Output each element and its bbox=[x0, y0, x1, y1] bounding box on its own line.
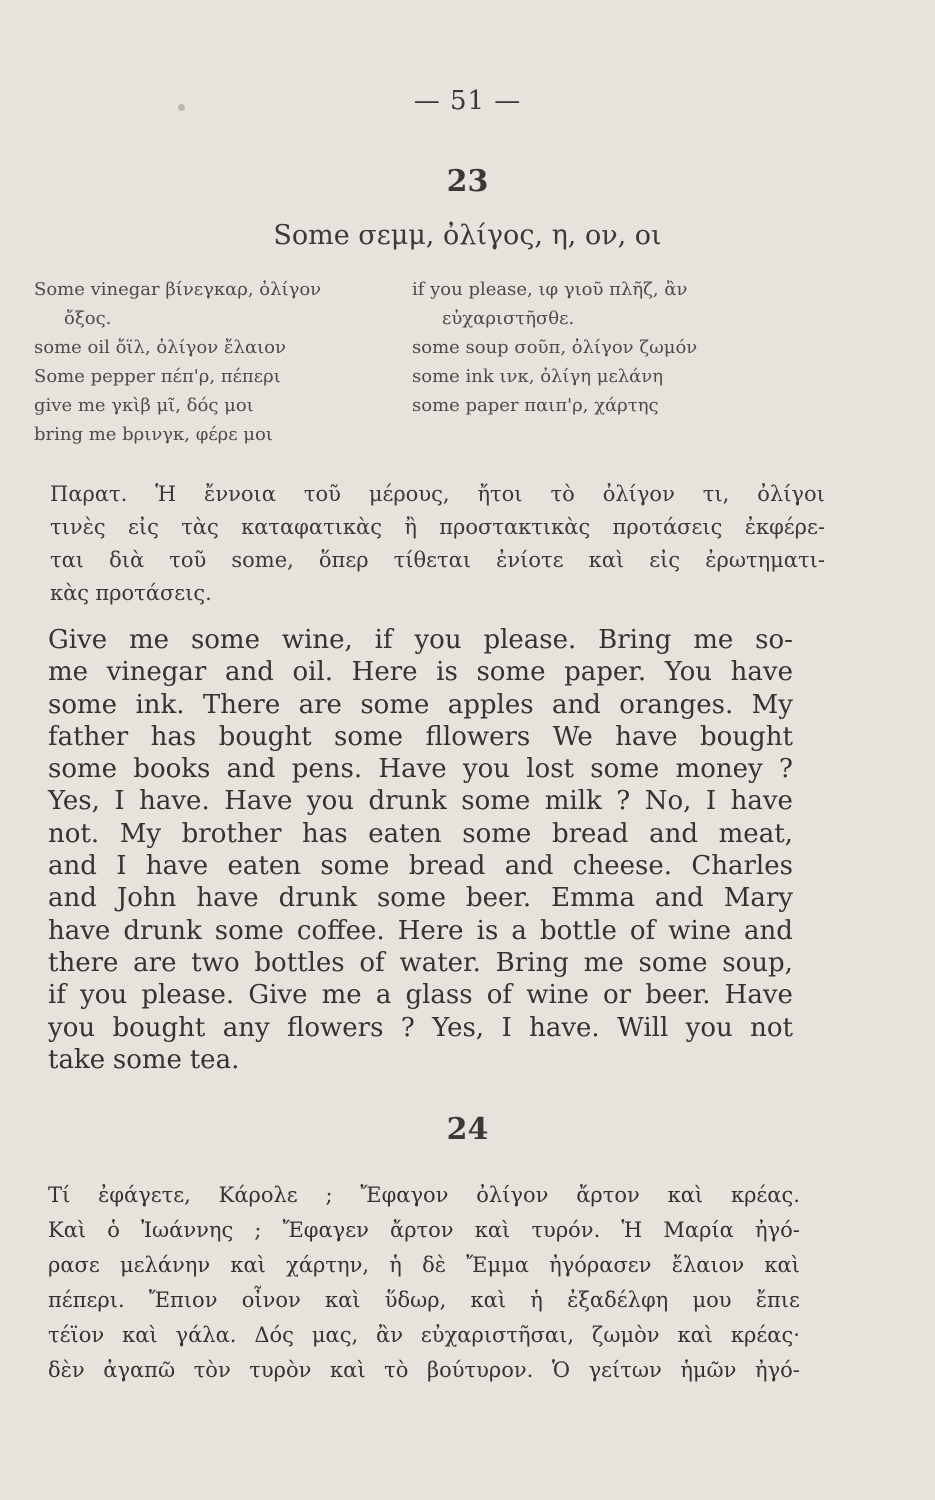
greek-line: Τί ἐφάγετε, Κάρολε ; Ἔφαγον ὀλίγον ἄρτον καὶ κρέας. bbox=[48, 1183, 800, 1207]
vocab-left-column bbox=[34, 275, 321, 449]
vocab-entry: some ink ινκ, ὀλίγη μελάνη bbox=[412, 366, 664, 387]
greek-line: ρασε μελάνην καὶ χάρτην, ἡ δὲ Ἔμμα ἠγόρασεν ἔλαιον καὶ bbox=[48, 1253, 800, 1277]
vocab-entry: some paper παιπ'ρ, χάρτης bbox=[412, 395, 659, 416]
exercise-line: and I have eaten some bread and cheese. Charles bbox=[48, 851, 793, 882]
vocab-entry: ὄξος. bbox=[64, 308, 112, 329]
exercise-line: take some tea. bbox=[48, 1044, 240, 1075]
vocab-entry: Some vinegar βίνεγκαρ, ὀλίγον bbox=[34, 279, 322, 300]
exercise-line: Give me some wine, if you please. Bring me so- bbox=[48, 625, 793, 655]
vocab-entry: some oil ὄϊλ, ὀλίγον ἔλαιον bbox=[34, 337, 286, 358]
greek-line: Καὶ ὁ Ἰωάννης ; Ἔφαγεν ἄρτον καὶ τυρόν. Ἡ Μαρία ἠγό- bbox=[48, 1218, 800, 1242]
lesson-24-number: 24 bbox=[446, 1112, 489, 1147]
exercise-line: you bought any flowers ? Yes, I have. Will you not bbox=[48, 1012, 793, 1043]
vocab-entry: some soup σοῦπ, ὀλίγον ζωμόν bbox=[412, 337, 698, 358]
grammar-note bbox=[50, 478, 825, 610]
greek-exercise bbox=[48, 1178, 800, 1388]
greek-line: τέϊον καὶ γάλα. Δός μας, ἂν εὐχαριστῆσαι, ζωμὸν καὶ κρέας· bbox=[48, 1323, 800, 1347]
note-line: κὰς προτάσεις. bbox=[50, 581, 212, 605]
exercise-line: and John have drunk some beer. Emma and Mary bbox=[48, 883, 793, 914]
exercise-line: some books and pens. Have you lost some money ? bbox=[48, 754, 793, 785]
vocab-entry: if you please, ιφ γιοῦ πλῆζ, ἂν bbox=[412, 279, 688, 300]
exercise-line: some ink. There are some apples and oranges. My bbox=[48, 689, 793, 720]
greek-line: δὲν ἀγαπῶ τὸν τυρὸν καὶ τὸ βούτυρον. Ὁ γείτων ἡμῶν ἠγό- bbox=[48, 1358, 800, 1382]
vocab-entry: bring me bρινγκ, φέρε μοι bbox=[34, 424, 273, 445]
greek-line: πέπερι. Ἔπιον οἶνον καὶ ὕδωρ, καὶ ἡ ἐξαδέλφη μου ἔπιε bbox=[48, 1288, 800, 1312]
exercise-line: not. My brother has eaten some bread and meat, bbox=[48, 818, 793, 849]
vocab-entry: give me γκὶβ μῖ, δός μοι bbox=[34, 395, 254, 416]
exercise-line: there are two bottles of water. Bring me some soup, bbox=[48, 947, 793, 978]
exercise-line: if you please. Give me a glass of wine or beer. Have bbox=[48, 980, 793, 1011]
exercise-line: father has bought some fllowers We have bought bbox=[48, 721, 793, 752]
vocab-right-column bbox=[412, 275, 697, 420]
page-number: — 51 — bbox=[413, 86, 522, 116]
vocab-entry: εὐχαριστῆσθε. bbox=[442, 308, 575, 329]
vocab-entry: Some pepper πέπ'ρ, πέπερι bbox=[34, 366, 281, 387]
exercise-line: me vinegar and oil. Here is some paper. You have bbox=[48, 657, 793, 688]
note-line: Παρατ. Ἡ ἔννοια τοῦ μέρους, ἤτοι τὸ ὀλίγον τι, ὀλίγοι bbox=[50, 482, 825, 506]
exercise-line: Yes, I have. Have you drunk some milk ? No, I have bbox=[48, 786, 793, 817]
note-line: τινὲς εἰς τὰς καταφατικὰς ἢ προστακτικὰς προτάσεις ἐκφέρε- bbox=[50, 515, 825, 539]
exercise-line: have drunk some coffee. Here is a bottle of wine and bbox=[48, 915, 793, 946]
english-exercise bbox=[48, 624, 793, 1076]
lesson-23-heading: Some σεμμ, ὀλίγος, η, ον, οι bbox=[273, 220, 662, 251]
lesson-23-number: 23 bbox=[446, 164, 489, 199]
note-line: ται διὰ τοῦ some, ὅπερ τίθεται ἐνίοτε καὶ εἰς ἐρωτηματι- bbox=[50, 548, 825, 572]
